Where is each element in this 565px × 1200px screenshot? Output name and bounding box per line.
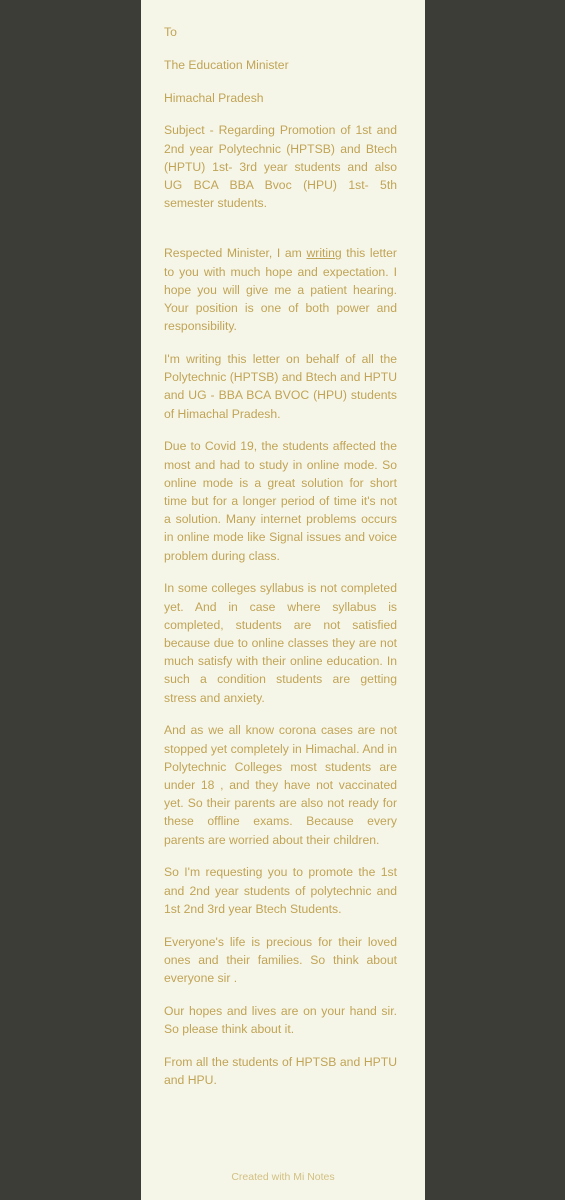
- greeting-text-start: Respected Minister, I am: [164, 246, 307, 261]
- letter-to: To: [164, 25, 177, 39]
- letter-paragraph-covid: Due to Covid 19, the students affected the most and had to study in online mode. So online mode is a great solution for short time but for a longer period of time it's not a solution. Many internet problems occurs in online mode like Signal issues and voice problem during class.: [164, 439, 397, 563]
- greeting-text-end: this letter to you with much hope and expectation. I hope you will give me a patient hearing. Your position is one of both power and responsibility.: [164, 246, 397, 334]
- letter-paragraph-life: Everyone's life is precious for their loved ones and their families. So think about everyone sir .: [164, 934, 397, 986]
- letter-recipient: The Education Minister: [164, 57, 289, 72]
- letter-paragraph-request: So I'm requesting you to promote the 1st and 2nd year students of polytechnic and 1st 2nd 3rd year Btech Students.: [164, 865, 397, 916]
- letter-paragraph-corona: And as we all know corona cases are not stopped yet completely in Himachal. And in Polytechnic Colleges most students are under 18 , and they have not vaccinated yet. So their parents are also not ready for these offline exams. Because every parents are worried about their children.: [164, 723, 397, 847]
- letter-paragraph-hopes: Our hopes and lives are on your hand sir. So please think about it.: [164, 1003, 397, 1037]
- letter-signoff: From all the students of HPTSB and HPTU and HPU.: [164, 1054, 397, 1088]
- letter-greeting: [164, 244, 397, 335]
- app-watermark-footer: Created with Mi Notes: [231, 1171, 335, 1183]
- letter-paragraph-behalf: I'm writing this letter on behalf of all the Polytechnic (HPTSB) and Btech and HPTU and UG - BBA BCA BVOC (HPU) students of Himachal Pradesh.: [164, 352, 398, 421]
- letter-location: Himachal Pradesh: [164, 90, 264, 105]
- greeting-underlined-word: writing: [306, 246, 342, 261]
- letter-subject: Subject - Regarding Promotion of 1st and 2nd year Polytechnic (HPTSB) and Btech (HPTU) 1st- 3rd year students and also UG BCA BBA Bvoc (HPU) 1st- 5th semester students.: [164, 123, 397, 211]
- note-page: [141, 0, 425, 1200]
- letter-body[interactable]: [164, 23, 397, 1104]
- letter-paragraph-syllabus: In some colleges syllabus is not completed yet. And in case where syllabus is completed, students are not satisfied because due to online classes they are not much satisfy with their online education. In such a condition students are getting stress and anxiety.: [164, 581, 397, 705]
